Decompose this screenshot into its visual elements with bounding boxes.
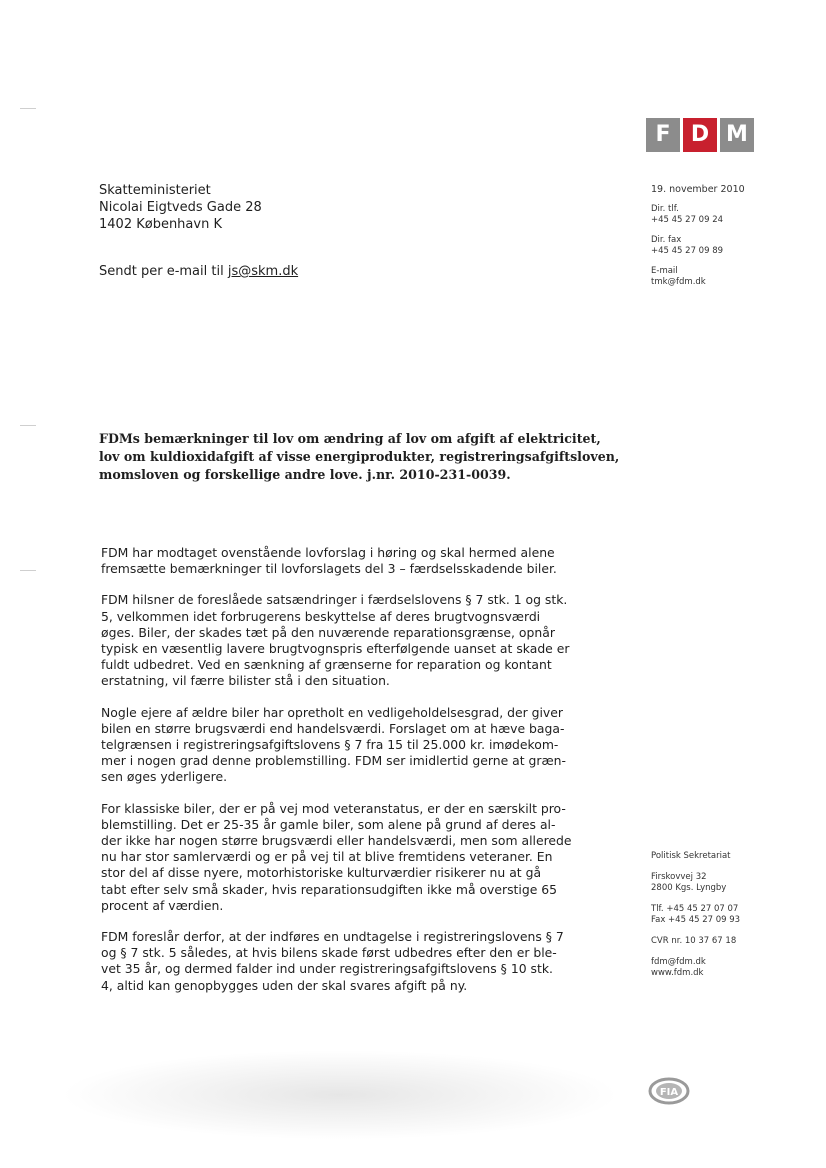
body-line: telgrænsen i registreringsafgiftslovens § 7 fra 15 til 25.000 kr. imødekom- xyxy=(101,737,559,753)
fia-logo xyxy=(648,1077,690,1109)
scan-smudge xyxy=(60,1050,620,1140)
dir-tlf-label: Dir. tlf. xyxy=(651,204,679,214)
footer-address-street: Firskovvej 32 xyxy=(651,872,707,882)
body-line: 5, velkommen idet forbrugerens beskyttelse af deres brugtvognsværdi xyxy=(101,608,541,624)
recipient-street: Nicolai Eigtveds Gade 28 xyxy=(99,200,262,215)
sent-by-email-line xyxy=(99,264,298,279)
footer-department: Politisk Sekretariat xyxy=(651,851,731,861)
logo-letter-m: M xyxy=(720,118,754,152)
body-line: FDM hilsner de foreslåede satsændringer i færdselslovens § 7 stk. 1 og stk. xyxy=(101,592,568,608)
body-line: stor del af disse nyere, motorhistoriske kulturværdier risikerer nu at gå xyxy=(101,865,542,881)
dir-tlf-value: +45 45 27 09 24 xyxy=(651,215,724,225)
sent-prefix: Sendt per e-mail til xyxy=(99,264,224,279)
footer-cvr: CVR nr. 10 37 67 18 xyxy=(651,936,737,946)
paragraph-5 xyxy=(101,929,621,994)
body-line: erstatning, vil færre bilister stå i den situation. xyxy=(101,673,390,689)
footer-phone: Tlf. +45 45 27 07 07 xyxy=(651,904,739,914)
body-line: FDM foreslår derfor, at der indføres en undtagelse i registreringslovens § 7 xyxy=(101,929,564,945)
logo-letter-f: F xyxy=(646,118,680,152)
recipient-address xyxy=(99,182,262,233)
heading-line: FDMs bemærkninger til lov om ændring af lov om afgift af elektricitet, xyxy=(99,431,601,446)
heading-line: lov om kuldioxidafgift af visse energiprodukter, registreringsafgiftsloven, xyxy=(99,449,620,464)
recipient-email-link[interactable]: js@skm.dk xyxy=(227,264,299,279)
body-line: sen øges yderligere. xyxy=(101,769,228,785)
body-line: FDM har modtaget ovenstående lovforslag i høring og skal hermed alene xyxy=(101,545,555,560)
body-line: procent af værdien. xyxy=(101,897,224,913)
body-line: fremsætte bemærkninger til lovforslagets del 3 – færdselsskadende biler. xyxy=(101,561,557,577)
dir-fax-label: Dir. fax xyxy=(651,235,682,245)
logo-letter-d: D xyxy=(683,118,717,152)
heading-line: momsloven og forskellige andre love. j.nr. 2010-231-0039. xyxy=(99,467,511,482)
body-line: bilen en større brugsværdi end handelsværdi. Forslaget om at hæve baga- xyxy=(101,720,565,736)
sender-email: tmk@fdm.dk xyxy=(651,277,706,287)
letter-body xyxy=(101,545,621,1009)
recipient-city: 1402 København K xyxy=(99,217,222,232)
body-line: mer i nogen grad denne problemstilling. FDM ser imidlertid gerne at græn- xyxy=(101,753,566,769)
sender-contact-block xyxy=(651,184,745,297)
footer-fax: Fax +45 45 27 09 93 xyxy=(651,915,741,925)
body-line: typisk en væsentlig lavere brugtvognspris efterfølgende uanset at skade er xyxy=(101,641,570,657)
margin-mark xyxy=(20,570,36,571)
body-line: tabt efter selv små skader, hvis reparationsudgiften ikke må overstige 65 xyxy=(101,881,558,897)
footer-address-city: 2800 Kgs. Lyngby xyxy=(651,883,727,893)
fia-emblem-icon xyxy=(648,1077,690,1105)
organization-footer xyxy=(651,851,740,989)
letter-subject-heading xyxy=(99,430,619,484)
fdm-logo xyxy=(646,118,754,152)
dir-fax-value: +45 45 27 09 89 xyxy=(651,246,724,256)
recipient-name: Skatteministeriet xyxy=(99,183,211,198)
paragraph-4 xyxy=(101,801,621,914)
paragraph-1 xyxy=(101,545,621,577)
body-line: 4, altid kan genopbygges uden der skal svares afgift på ny. xyxy=(101,977,468,993)
footer-website[interactable]: www.fdm.dk xyxy=(651,968,704,978)
footer-email[interactable]: fdm@fdm.dk xyxy=(651,957,706,967)
body-line: blemstilling. Det er 25-35 år gamle biler, som alene på grund af deres al- xyxy=(101,816,556,832)
body-line: og § 7 stk. 5 således, at hvis bilens skade først udbedres efter den er ble- xyxy=(101,945,557,961)
body-line: nu har stor samlerværdi og er på vej til at blive fremtidens veteraner. En xyxy=(101,849,553,865)
body-line: For klassiske biler, der er på vej mod veteranstatus, er der en særskilt pro- xyxy=(101,800,566,816)
body-line: fuldt udbedret. Ved en sænkning af grænserne for reparation og kontant xyxy=(101,657,552,673)
body-line: Nogle ejere af ældre biler har opretholt en vedligeholdelsesgrad, der giver xyxy=(101,704,563,720)
body-line: vet 35 år, og dermed falder ind under registreringsafgiftslovens § 10 stk. xyxy=(101,961,553,977)
letter-date: 19. november 2010 xyxy=(651,184,745,195)
email-label: E-mail xyxy=(651,266,678,276)
body-line: øges. Biler, der skades tæt på den nuværende reparationsgrænse, opnår xyxy=(101,624,555,640)
fia-logo-text: FIA xyxy=(659,1087,679,1098)
body-line: der ikke har nogen større brugsværdi eller handelsværdi, men som allerede xyxy=(101,833,572,849)
paragraph-2 xyxy=(101,592,621,689)
margin-mark xyxy=(20,108,36,109)
margin-mark xyxy=(20,425,36,426)
paragraph-3 xyxy=(101,705,621,786)
